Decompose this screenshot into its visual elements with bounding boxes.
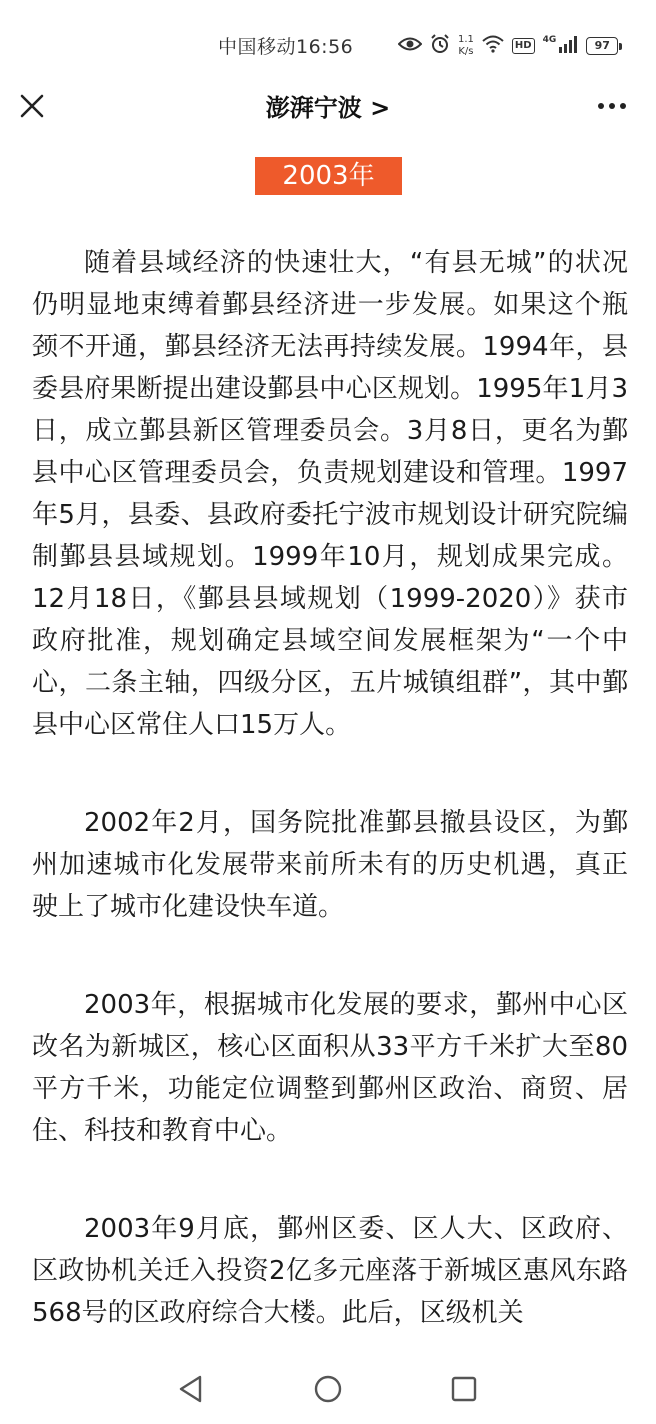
more-button[interactable] [594, 94, 630, 118]
alarm-icon [430, 34, 450, 58]
article-paragraph: 2002年2月，国务院批准鄞县撤县设区，为鄞州加速城市化发展带来前所未有的历史机遇，真正驶上了城市化建设快车道。 [32, 808, 628, 922]
wifi-icon [482, 35, 504, 57]
signal-icon [558, 35, 578, 57]
speed-unit: K/s [458, 46, 474, 57]
year-banner: 2003年 [255, 157, 402, 195]
eye-icon [398, 36, 422, 56]
article-paragraph: 2003年，根据城市化发展的要求，鄞州中心区改名为新城区，核心区面积从33平方千米扩大至80平方千米，功能定位调整到鄞州区政治、商贸、居住、科技和教育中心。 [32, 990, 628, 1146]
status-bar [0, 0, 656, 84]
more-icon [594, 94, 630, 118]
home-icon[interactable] [313, 1374, 343, 1404]
speed-value: 1.1 [458, 34, 474, 45]
network-speed [458, 34, 474, 58]
carrier-time: 中国移动16:56 [218, 36, 354, 58]
account-title[interactable]: 澎湃宁波 > [265, 94, 391, 122]
status-icons [398, 28, 622, 64]
battery-icon [586, 37, 622, 55]
back-icon[interactable] [176, 1374, 206, 1404]
hd-badge: HD [512, 38, 535, 54]
nav-bar [0, 84, 656, 140]
network-type: 4G [542, 35, 557, 45]
article-body [32, 242, 628, 1390]
article-paragraph: 随着县域经济的快速壮大，“有县无城”的状况仍明显地束缚着鄞县经济进一步发展。如果这个瓶颈不开通，鄞县经济无法再持续发展。1994年，县委县府果断提出建设鄞县中心区规划。1995年1月3日，成立鄞县新区管理委员会。3月8日，更名为鄞县中心区管理委员会，负责规划建设和管理。1997年5月，县委、县政府委托宁波市规划设计研究院编制鄞县县域规划。1999年10月，规划成果完成。12月18日，《鄞县县域规划（1999-2020）》获市政府批准，规划确定县域空间发展框架为“一个中心，二条主轴，四级分区，五片城镇组群”，其中鄞县中心区常住人口15万人。 [32, 248, 628, 740]
recent-apps-icon[interactable] [450, 1375, 478, 1403]
battery-level: 97 [586, 37, 618, 55]
system-navigation-bar [0, 1360, 656, 1416]
article-paragraph: 2003年9月底，鄞州区委、区人大、区政府、区政协机关迁入投资2亿多元座落于新城区惠风东路568号的区政府综合大楼。此后，区级机关 [32, 1214, 628, 1328]
